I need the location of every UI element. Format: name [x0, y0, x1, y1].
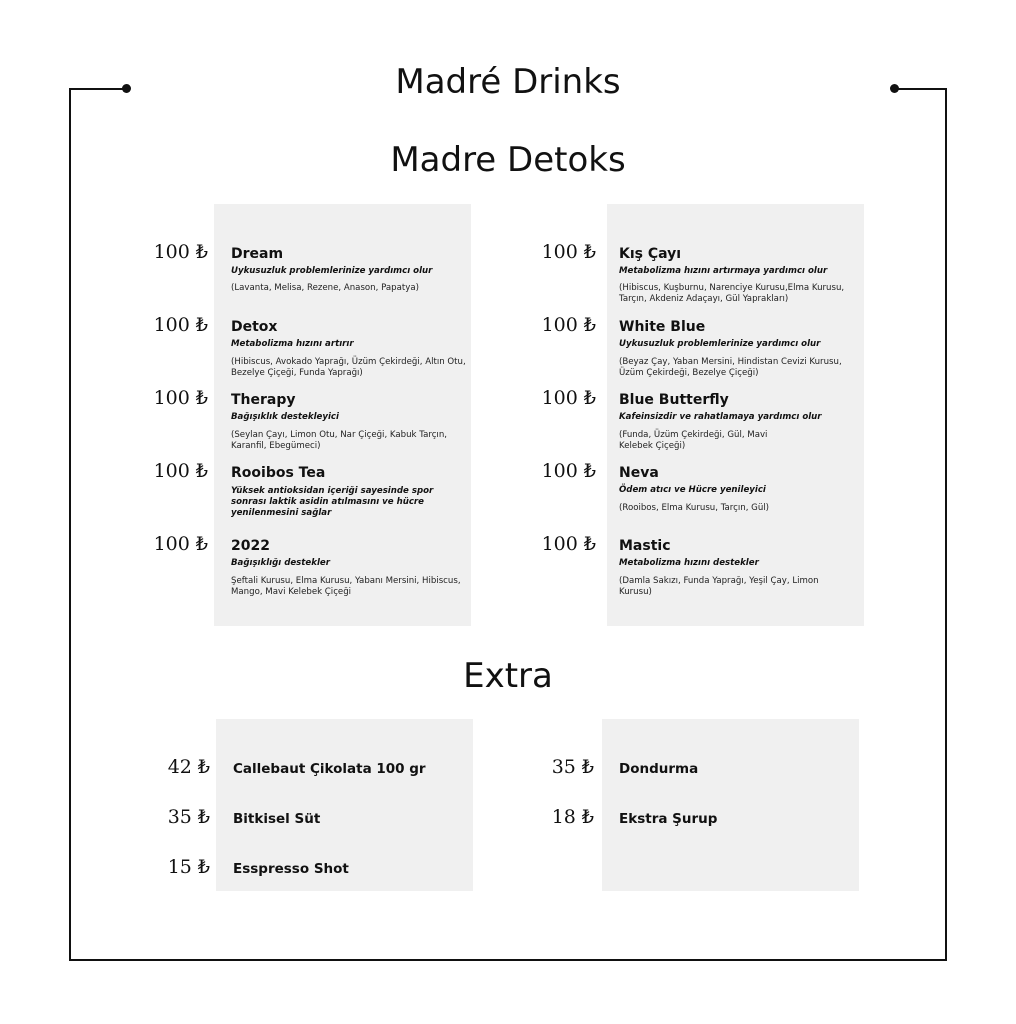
frame-bottom-line [69, 959, 947, 961]
item-ingredients: (Hibiscus, Avokado Yaprağı, Üzüm Çekirdeği, Altın Otu, Bezelye Çiçeği, Funda Yaprağı) [231, 357, 466, 378]
item-price: 100 ₺ [541, 460, 596, 482]
item-name: Kış Çayı [619, 246, 682, 262]
item-name: White Blue [619, 319, 706, 335]
item-ingredients: (Funda, Üzüm Çekirdeği, Gül, Mavi Kelebek Çiçeği) [619, 430, 768, 451]
item-name: Dondurma [619, 761, 699, 777]
item-name: Esspresso Shot [233, 861, 349, 877]
item-name: Detox [231, 319, 278, 335]
item-description: Bağışıklığı destekler [231, 558, 330, 568]
item-description: Metabolizma hızını artırır [231, 339, 354, 349]
extra-right-card [602, 719, 859, 891]
item-description: Uykusuzluk problemlerinize yardımcı olur [231, 266, 433, 276]
item-price: 35 ₺ [551, 756, 594, 778]
item-ingredients: (Rooibos, Elma Kurusu, Tarçın, Gül) [619, 503, 770, 513]
item-price: 100 ₺ [541, 314, 596, 336]
item-ingredients: (Beyaz Çay, Yaban Mersini, Hindistan Cevizi Kurusu, Üzüm Çekirdeği, Bezelye Çiçeği) [619, 357, 842, 378]
item-price: 100 ₺ [153, 314, 208, 336]
item-description: Metabolizma hızını artırmaya yardımcı olur [619, 266, 828, 276]
item-name: Neva [619, 465, 659, 481]
item-name: Therapy [231, 392, 296, 408]
item-price: 100 ₺ [153, 387, 208, 409]
item-name: Dream [231, 246, 284, 262]
item-price: 100 ₺ [541, 387, 596, 409]
item-name: Rooibos Tea [231, 465, 326, 481]
item-name: Callebaut Çikolata 100 gr [233, 761, 426, 777]
frame-left-line [69, 88, 71, 961]
item-price: 100 ₺ [153, 460, 208, 482]
item-name: Ekstra Şurup [619, 811, 718, 827]
item-description: Yüksek antioksidan içeriği sayesinde spor sonrası laktik asidin atılmasını ve hücre yenilenmesini sağlar [231, 486, 434, 518]
item-price: 15 ₺ [167, 856, 210, 878]
item-price: 18 ₺ [551, 806, 594, 828]
item-description: Bağışıklık destekleyici [231, 412, 339, 422]
item-name: Bitkisel Süt [233, 811, 321, 827]
item-description: Uykusuzluk problemlerinize yardımcı olur [619, 339, 821, 349]
item-price: 100 ₺ [153, 241, 208, 263]
menu-title: Madré Drinks [395, 62, 621, 102]
extra-section-title: Extra [463, 656, 553, 696]
item-ingredients: (Lavanta, Melisa, Rezene, Anason, Papatya) [231, 283, 419, 293]
item-description: Ödem atıcı ve Hücre yenileyici [619, 485, 766, 495]
item-name: Mastic [619, 538, 671, 554]
item-price: 100 ₺ [541, 533, 596, 555]
item-name: Blue Butterfly [619, 392, 729, 408]
item-price: 100 ₺ [153, 533, 208, 555]
item-name: 2022 [231, 538, 270, 554]
item-price: 42 ₺ [167, 756, 210, 778]
item-ingredients: (Damla Sakızı, Funda Yaprağı, Yeşil Çay, Limon Kurusu) [619, 576, 819, 597]
item-price: 100 ₺ [541, 241, 596, 263]
item-ingredients: (Seylan Çayı, Limon Otu, Nar Çiçeği, Kabuk Tarçın, Karanfil, Ebegümeci) [231, 430, 447, 451]
item-description: Metabolizma hızını destekler [619, 558, 759, 568]
item-ingredients: (Hibiscus, Kuşburnu, Narenciye Kurusu,Elma Kurusu, Tarçın, Akdeniz Adaçayı, Gül Yaprakları) [619, 283, 845, 304]
item-price: 35 ₺ [167, 806, 210, 828]
frame-right-line [945, 88, 947, 961]
item-description: Kafeinsizdir ve rahatlamaya yardımcı olur [619, 412, 822, 422]
detox-section-title: Madre Detoks [390, 140, 626, 180]
item-ingredients: Şeftali Kurusu, Elma Kurusu, Yabanı Mersini, Hibiscus, Mango, Mavi Kelebek Çiçeği [231, 576, 461, 597]
